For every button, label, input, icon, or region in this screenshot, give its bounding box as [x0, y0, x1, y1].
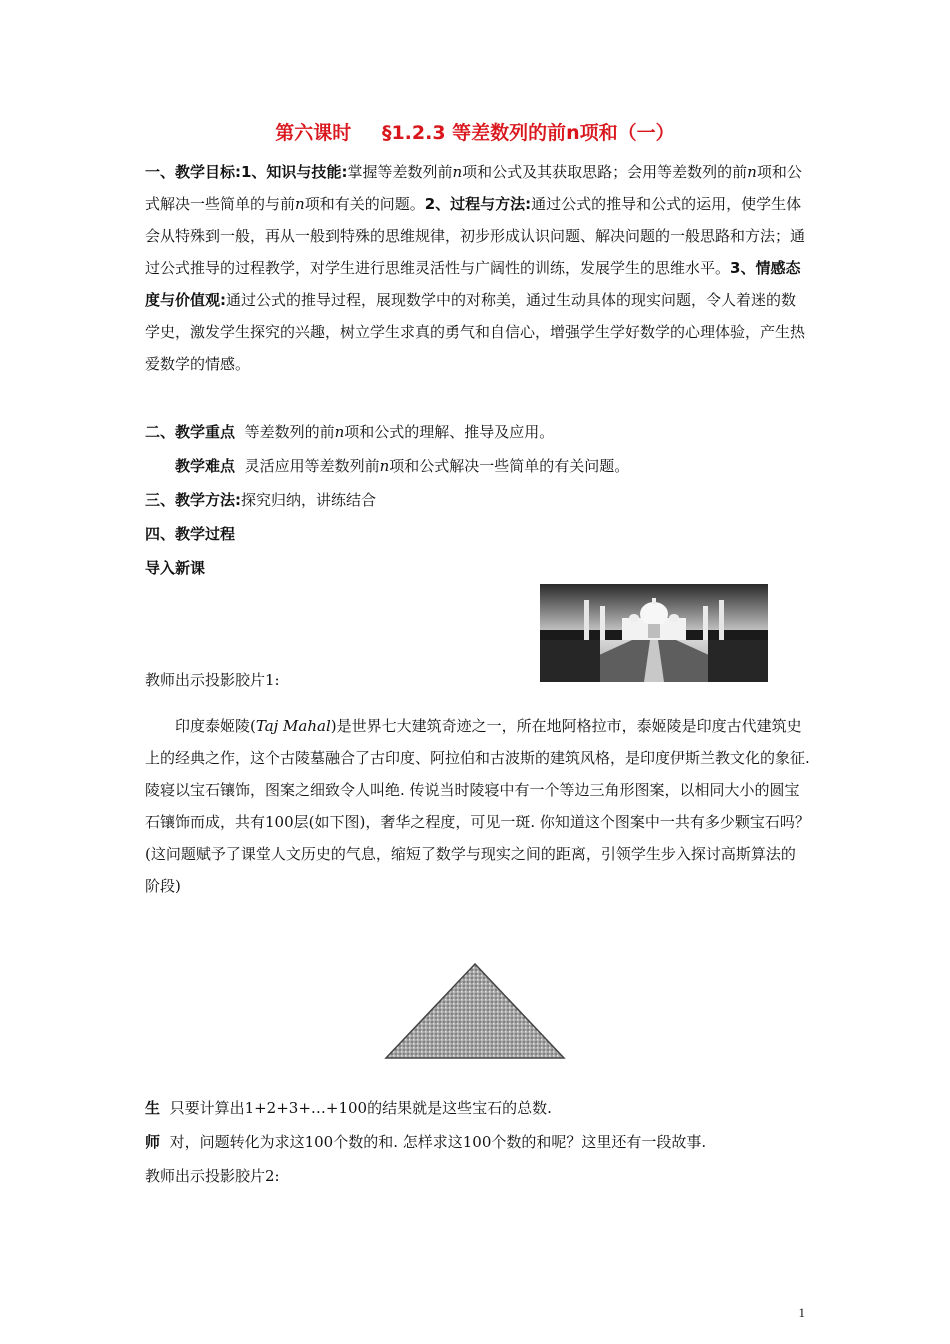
difficulty-label: 教学难点	[175, 457, 236, 475]
slide2-caption: 教师出示投影胶片2:	[145, 1167, 280, 1185]
var-n: n	[295, 195, 305, 213]
process-method-text: 通过公式的推导和公式的运用，使学生体会从特殊到一般，再从一般到特殊的思维规律，初步形成认识问题、解决问题的一般思路和方法；通过公式推导的过程教学，对学生进行思维灵活性与广阔性的训练，发展学生的思维水平。	[145, 195, 806, 277]
teacher-text: 对，问题转化为求这100个数的和. 怎样求这100个数的和呢？这里还有一段故事.	[169, 1133, 707, 1151]
difficulty-text-a: 灵活应用	[244, 457, 305, 475]
key-points-section	[145, 420, 810, 444]
methods-text: 探究归纳，讲练结合	[241, 491, 377, 509]
teacher-label: 师	[145, 1133, 161, 1151]
intro-heading: 导入新课	[145, 559, 206, 577]
difficulty-text-c: 项和公式解决一些简单的有关问题。	[389, 457, 630, 475]
attitude-text: 通过公式的推导过程，展现数学中的对称美，通过生动具体的现实问题，令人着迷的数学史，激发学生探究的兴趣，树立学生求真的勇气和自信心，增强学生学好数学的心理体验，产生热爱数学的情感。	[145, 291, 806, 373]
key-points-label: 二、教学重点	[145, 423, 236, 441]
gem-triangle-figure	[384, 962, 566, 1060]
knowledge-text-b: 项和公式及其获取思路；会用等差数列的前	[462, 163, 748, 181]
student-text: 只要计算出1+2+3+…+100的结果就是这些宝石的总数.	[169, 1099, 552, 1117]
knowledge-text-a: 掌握等差数列前	[347, 163, 453, 181]
key-points-text-a: 等差数列的前	[244, 423, 335, 441]
page-number: 1	[798, 1305, 805, 1320]
difficulty-section	[145, 454, 810, 478]
gem-triangle	[386, 964, 564, 1058]
key-points-text-b: 项和公式的理解、推导及应用。	[344, 423, 555, 441]
var-n: n	[379, 457, 390, 475]
student-label: 生	[145, 1099, 161, 1117]
story-text-b: )是世界七大建筑奇迹之一，所在地阿格拉市，泰姬陵是印度古代建筑史上的经典之作，这个古陵墓融合了古印度、阿拉伯和古波斯的建筑风格，是印度伊斯兰教文化的象征. 陵寝以宝石镶饰，图案之细致令人叫绝. 传说当时陵寝中有一个等边三角形图案，以相同大小的圆宝石镶饰而成，共有100层(如下图)，奢华之程度，可见一斑. 你知道这个图案中一共有多少颗宝石吗？(这问题赋予了课堂人文历史的气息，缩短了数学与现实之间的距离，引领学生步入探讨高斯算法的阶段)	[145, 717, 810, 895]
knowledge-text-d: 项和有关的问题。	[304, 195, 425, 213]
objectives-section	[145, 156, 810, 380]
lesson-number: 第六课时	[275, 122, 352, 144]
taj-mahal-story	[145, 710, 810, 902]
process-method-label: 2、过程与方法:	[424, 195, 532, 213]
attitude-label: 3、情感态度与价值观:	[145, 259, 801, 309]
var-n: n	[452, 163, 463, 181]
var-n: n	[334, 423, 345, 441]
knowledge-label: 1、知识与技能:	[241, 163, 348, 181]
student-line	[145, 1096, 810, 1120]
knowledge-text-c: 项和公式解决一些简单的与前	[145, 163, 802, 213]
methods-section	[145, 488, 810, 512]
objectives-label: 一、教学目标:	[145, 163, 241, 181]
lesson-topic: §1.2.3 等差数列的前n项和（一）	[381, 122, 675, 144]
page-title	[0, 118, 950, 145]
difficulty-text-b: 等差数列前	[304, 457, 380, 475]
taj-mahal-name: Taj Mahal	[255, 717, 331, 735]
process-heading: 四、教学过程	[145, 525, 236, 543]
var-n: n	[747, 163, 757, 181]
story-text-a: 印度泰姬陵(	[175, 717, 256, 735]
teacher-line	[145, 1130, 810, 1154]
slide1-caption: 教师出示投影胶片1:	[145, 671, 280, 689]
methods-label: 三、教学方法:	[145, 491, 241, 509]
